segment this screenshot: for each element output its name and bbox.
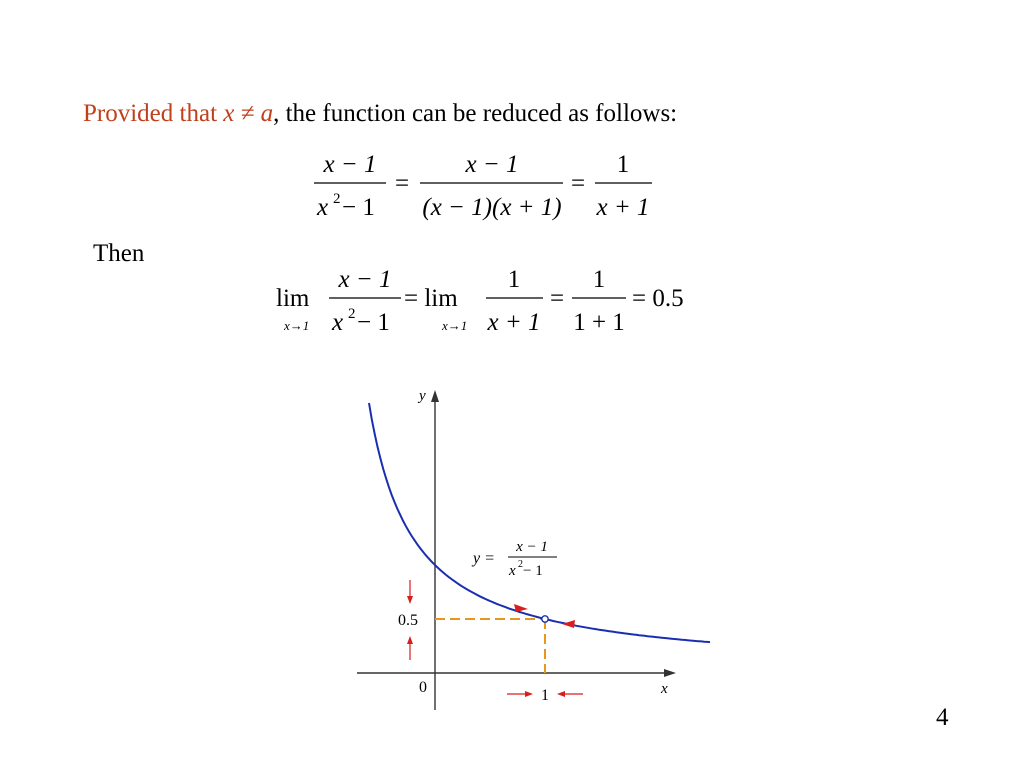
- eq2-equals-lim: = lim: [404, 285, 458, 312]
- eq1-equals-2: =: [570, 170, 586, 197]
- y-approach-arrow-up-icon: [407, 636, 413, 644]
- eq2-equals: =: [549, 285, 565, 312]
- eq1-frac1-den-base: x: [317, 194, 329, 221]
- eq2-lim-1-subscript: x→1: [284, 318, 310, 333]
- eq1-frac2-numerator: x − 1: [465, 151, 519, 178]
- origin-label: 0: [419, 679, 427, 696]
- eq1-frac3-numerator: 1: [616, 151, 630, 178]
- eq2-frac2-denominator: x + 1: [487, 309, 541, 336]
- y-tick-label: 0.5: [398, 612, 418, 629]
- eq1-frac1-numerator: x − 1: [323, 151, 377, 178]
- intro-condition: x ≠ a: [223, 100, 274, 127]
- x-approach-arrow-right-icon: [525, 691, 533, 697]
- function-graph: [357, 388, 710, 710]
- y-axis-arrow-icon: [431, 390, 439, 402]
- eq2-frac1-den-base: x: [332, 309, 344, 336]
- curve-approach-arrow-right-icon: [562, 620, 575, 628]
- intro-suffix: , the function can be reduced as follows:: [273, 100, 678, 127]
- x-axis-arrow-icon: [664, 669, 676, 677]
- eq1-frac1-den-exp: 2: [333, 191, 341, 207]
- removable-discontinuity-point: [542, 616, 548, 622]
- eq2-lim-1: lim: [276, 285, 310, 312]
- x-axis-label: x: [661, 681, 668, 697]
- function-label-numerator: x − 1: [516, 539, 548, 555]
- function-label-den-base: x: [509, 563, 516, 579]
- eq2-frac2-numerator: 1: [507, 266, 521, 293]
- eq1-equals-1: =: [394, 170, 410, 197]
- x-tick-label: 1: [541, 687, 549, 704]
- page-number: 4: [936, 704, 949, 731]
- curve-approach-arrow-left-icon: [514, 604, 528, 612]
- eq1-frac1-den-rest: − 1: [342, 194, 375, 221]
- y-axis-label: y: [419, 388, 426, 404]
- eq2-frac1-den-exp: 2: [348, 306, 356, 322]
- eq1-frac2-denominator: (x − 1)(x + 1): [422, 194, 562, 221]
- eq2-frac3-numerator: 1: [592, 266, 606, 293]
- eq2-frac3-denominator: 1 + 1: [573, 309, 625, 336]
- function-label-den-rest: − 1: [523, 563, 543, 579]
- function-label-den-exp: 2: [518, 559, 523, 570]
- equation-reduction: [314, 151, 652, 221]
- then-label: Then: [93, 240, 145, 267]
- equation-limit: [276, 266, 684, 336]
- function-curve: [369, 403, 710, 642]
- eq2-result: = 0.5: [632, 285, 684, 312]
- function-label-lhs: y =: [473, 550, 495, 567]
- y-approach-arrow-down-icon: [407, 596, 413, 604]
- eq2-lim-2-subscript: x→1: [442, 318, 468, 333]
- x-approach-arrow-left-icon: [557, 691, 565, 697]
- eq2-frac1-numerator: x − 1: [338, 266, 392, 293]
- intro-prefix: Provided that: [83, 100, 224, 127]
- eq1-frac3-denominator: x + 1: [596, 194, 650, 221]
- eq2-frac1-den-rest: − 1: [357, 309, 390, 336]
